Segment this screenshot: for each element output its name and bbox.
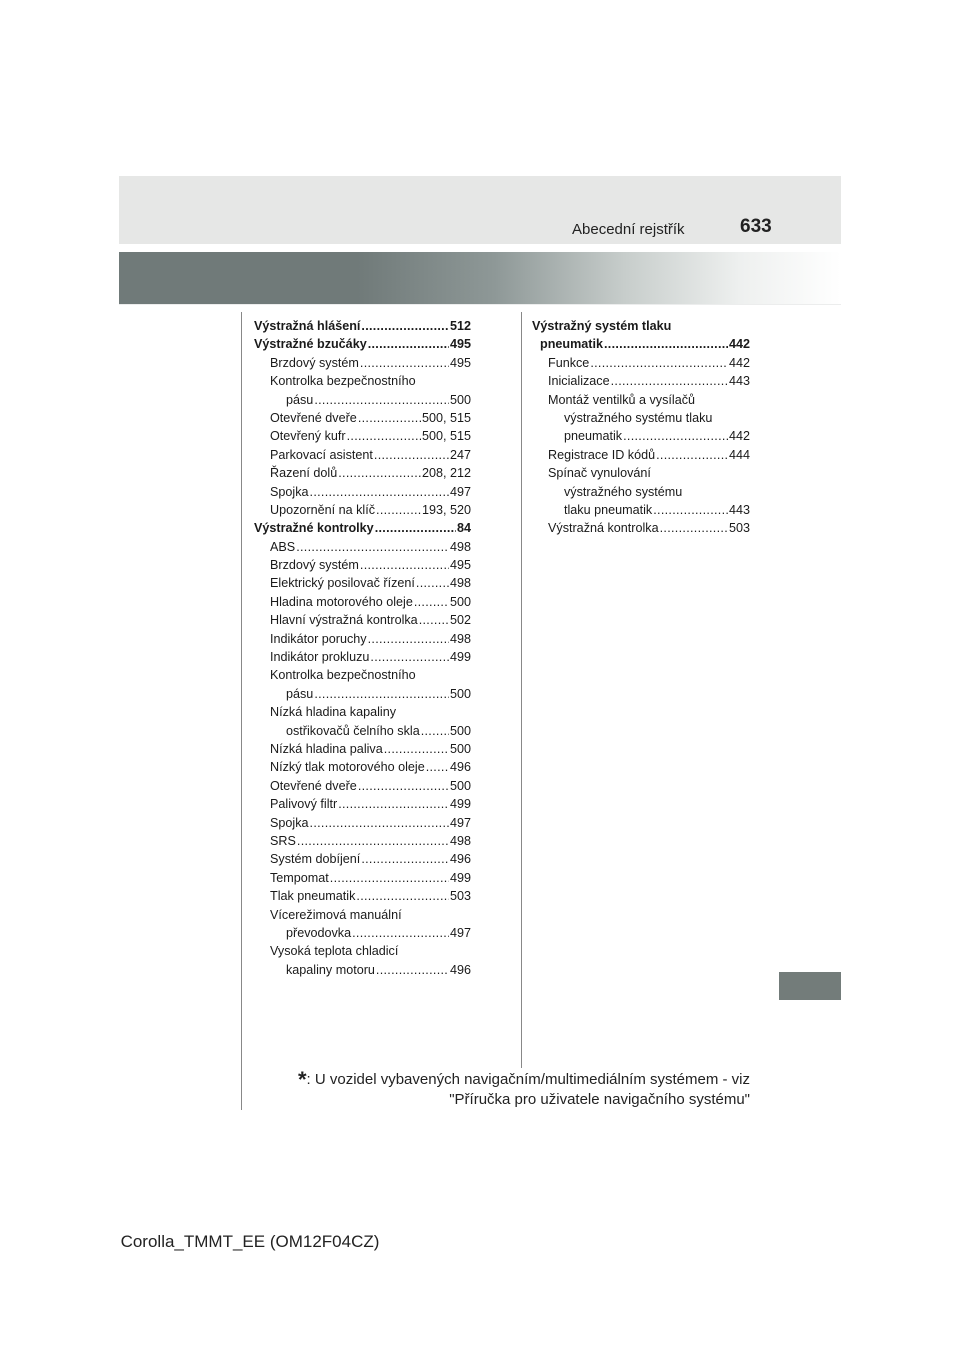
- index-entry-page: 496: [449, 962, 471, 977]
- dot-leader: [360, 354, 449, 372]
- index-entry-label: Indikátor poruchy: [270, 631, 367, 646]
- index-entry-label: Upozornění na klíč: [270, 502, 376, 517]
- index-entry: [254, 630, 471, 648]
- index-entry: [254, 869, 471, 887]
- index-entry: [532, 464, 750, 482]
- index-column-right: [532, 317, 750, 538]
- index-entry-label: Tlak pneumatik: [270, 889, 356, 904]
- index-entry-label: Otevřený kufr: [270, 429, 346, 444]
- dot-leader: [360, 556, 449, 574]
- index-entry: [254, 483, 471, 501]
- index-entry: [532, 354, 750, 372]
- dot-leader: [590, 354, 728, 372]
- dot-leader: [310, 814, 449, 832]
- index-entry-label: Otevřené dveře: [270, 778, 357, 793]
- dot-leader: [338, 464, 421, 482]
- dot-leader: [338, 795, 449, 813]
- index-entry-page: 442: [728, 355, 750, 370]
- index-entry: [254, 850, 471, 868]
- header-bar: [119, 176, 841, 244]
- index-entry: [532, 391, 750, 409]
- index-entry-page: 443: [728, 374, 750, 389]
- dot-leader: [656, 446, 728, 464]
- index-entry: [254, 777, 471, 795]
- index-entry-label: Tempomat: [270, 870, 329, 885]
- index-entry: [254, 758, 471, 776]
- index-entry: [254, 740, 471, 758]
- index-entry-page: 495: [449, 558, 471, 573]
- dot-leader: [361, 317, 449, 335]
- column-divider: [521, 312, 522, 1068]
- index-entry-page: 503: [728, 521, 750, 536]
- index-entry-label: pásu: [286, 392, 314, 407]
- index-entry-page: 500: [449, 392, 471, 407]
- dot-leader: [368, 335, 449, 353]
- index-entry: [254, 391, 471, 409]
- index-entry-label: kapaliny motoru: [286, 962, 375, 977]
- index-entry: [254, 427, 471, 445]
- dot-leader: [623, 427, 728, 445]
- index-entry-label: Výstražný systém tlaku: [532, 319, 672, 333]
- index-entry: [254, 648, 471, 666]
- index-entry: [254, 666, 471, 684]
- dot-leader: [421, 722, 449, 740]
- index-entry-page: 193, 520: [421, 502, 471, 517]
- index-entry-page: 499: [449, 870, 471, 885]
- index-entry: [254, 942, 471, 960]
- footnote: [250, 1067, 750, 1110]
- dot-leader: [375, 519, 456, 537]
- index-entry: [254, 593, 471, 611]
- index-entry-label: výstražného systému tlaku: [564, 410, 713, 425]
- index-entry-page: 495: [449, 337, 471, 352]
- index-entry-label: převodovka: [286, 925, 352, 940]
- dot-leader: [361, 850, 449, 868]
- index-entry: [532, 446, 750, 464]
- index-entry: [532, 409, 750, 427]
- index-entry-label: Kontrolka bezpečnostního: [270, 668, 416, 683]
- index-entry-page: 498: [449, 576, 471, 591]
- index-entry: [254, 519, 471, 537]
- dot-leader: [370, 648, 449, 666]
- index-entry-page: 503: [449, 889, 471, 904]
- dot-leader: [653, 501, 728, 519]
- index-entry: [254, 924, 471, 942]
- dot-leader: [314, 391, 449, 409]
- index-entry: [254, 722, 471, 740]
- dot-leader: [660, 519, 728, 537]
- dot-leader: [374, 446, 449, 464]
- index-entry-label: pásu: [286, 686, 314, 701]
- index-entry: [254, 446, 471, 464]
- index-entry-page: 500: [449, 686, 471, 701]
- index-entry-page: 208, 212: [421, 466, 471, 481]
- index-entry-page: 496: [449, 852, 471, 867]
- index-entry: [254, 887, 471, 905]
- index-entry-label: Výstražné kontrolky: [254, 521, 374, 536]
- index-entry-label: Vysoká teplota chladicí: [270, 944, 399, 959]
- dot-leader: [611, 372, 728, 390]
- header-gradient-band: [119, 252, 841, 304]
- index-entry-page: 443: [728, 502, 750, 517]
- header-rule: [119, 304, 841, 305]
- dot-leader: [330, 869, 449, 887]
- index-entry: [254, 464, 471, 482]
- index-entry: [254, 574, 471, 592]
- index-entry-page: 497: [449, 484, 471, 499]
- index-entry-label: Funkce: [548, 355, 590, 370]
- dot-leader: [314, 685, 449, 703]
- index-entry-page: 500, 515: [421, 429, 471, 444]
- dot-leader: [296, 538, 449, 556]
- index-entry-page: 500: [449, 594, 471, 609]
- index-entry-label: ostřikovačů čelního skla: [286, 723, 420, 738]
- index-entry-page: 498: [449, 631, 471, 646]
- index-entry: [532, 501, 750, 519]
- document-id: Corolla_TMMT_EE (OM12F04CZ): [120, 1232, 380, 1251]
- index-entry: [532, 317, 750, 335]
- index-entry-page: 512: [449, 319, 471, 333]
- index-entry-page: 496: [449, 760, 471, 775]
- index-entry: [254, 409, 471, 427]
- index-entry-page: 442: [728, 337, 750, 352]
- index-entry: [532, 335, 750, 353]
- left-column-rule: [241, 312, 242, 1110]
- index-entry-label: Nízká hladina kapaliny: [270, 705, 397, 720]
- index-entry-label: Registrace ID kódů: [548, 447, 656, 462]
- index-entry-label: Systém dobíjení: [270, 852, 361, 867]
- index-entry: [532, 483, 750, 501]
- index-entry-page: 498: [449, 539, 471, 554]
- index-entry: [532, 372, 750, 390]
- index-entry-label: Elektrický posilovač řízení: [270, 576, 415, 591]
- index-entry-page: 498: [449, 833, 471, 848]
- footnote-line2: "Příručka pro uživatele navigačního systému": [449, 1091, 750, 1108]
- index-entry: [254, 795, 471, 813]
- index-entry-label: Indikátor prokluzu: [270, 650, 370, 665]
- index-entry-label: Otevřené dveře: [270, 410, 357, 425]
- page-number: 633: [740, 216, 772, 237]
- index-entry-page: 500: [449, 778, 471, 793]
- index-entry-label: pneumatik: [540, 337, 603, 352]
- index-entry-label: Vícerežimová manuální: [270, 907, 402, 922]
- index-entry: [254, 703, 471, 721]
- index-entry: [254, 538, 471, 556]
- index-entry-page: 499: [449, 797, 471, 812]
- index-entry: [254, 832, 471, 850]
- index-entry: [254, 906, 471, 924]
- index-column-left: [254, 317, 471, 979]
- index-entry-label: Výstražné bzučáky: [254, 337, 367, 352]
- index-entry-label: Spínač vynulování: [548, 466, 651, 481]
- index-entry-page: 442: [728, 429, 750, 444]
- dot-leader: [368, 630, 449, 648]
- index-entry-label: Brzdový systém: [270, 558, 359, 573]
- index-entry-label: ABS: [270, 539, 296, 554]
- index-entry-page: 444: [728, 447, 750, 462]
- index-entry-label: Kontrolka bezpečnostního: [270, 374, 416, 389]
- index-entry: [532, 519, 750, 537]
- dot-leader: [310, 483, 449, 501]
- index-entry-label: Brzdový systém: [270, 355, 359, 370]
- dot-leader: [604, 335, 728, 353]
- index-entry-label: tlaku pneumatik: [564, 502, 653, 517]
- index-entry-label: Nízký tlak motorového oleje: [270, 760, 425, 775]
- index-entry-page: 247: [449, 447, 471, 462]
- chapter-tab: [779, 972, 841, 1000]
- index-entry-page: 500: [449, 741, 471, 756]
- dot-leader: [358, 777, 449, 795]
- dot-leader: [352, 924, 449, 942]
- index-entry-page: 502: [449, 613, 471, 628]
- index-entry: [254, 611, 471, 629]
- index-entry-label: Palivový filtr: [270, 797, 338, 812]
- dot-leader: [356, 887, 449, 905]
- footnote-marker: *: [297, 1067, 307, 1092]
- index-entry-label: Hladina motorového oleje: [270, 594, 413, 609]
- index-entry-label: Spojka: [270, 484, 309, 499]
- index-entry: [254, 556, 471, 574]
- dot-leader: [384, 740, 449, 758]
- index-entry: [254, 372, 471, 390]
- index-entry-label: Inicializace: [548, 374, 610, 389]
- dot-leader: [416, 574, 449, 592]
- index-entry-label: Řazení dolů: [270, 466, 338, 481]
- index-entry-label: SRS: [270, 833, 296, 848]
- section-title: Abecední rejstřík: [572, 221, 685, 238]
- dot-leader: [376, 961, 449, 979]
- index-entry-page: 497: [449, 925, 471, 940]
- index-entry-label: výstražného systému: [564, 484, 683, 499]
- index-entry-label: Parkovací asistent: [270, 447, 373, 462]
- dot-leader: [376, 501, 421, 519]
- dot-leader: [358, 409, 421, 427]
- index-entry: [254, 335, 471, 353]
- index-entry-label: Hlavní výstražná kontrolka: [270, 613, 418, 628]
- index-entry-page: 499: [449, 650, 471, 665]
- index-entry-label: Montáž ventilků a vysílačů: [548, 392, 695, 407]
- index-entry: [254, 317, 471, 335]
- dot-leader: [414, 593, 449, 611]
- index-entry-label: Výstražná hlášení: [254, 319, 361, 333]
- index-entry-page: 497: [449, 815, 471, 830]
- index-entry-page: 84: [456, 521, 471, 536]
- index-entry-page: 500, 515: [421, 410, 471, 425]
- dot-leader: [426, 758, 449, 776]
- index-entry: [254, 814, 471, 832]
- index-entry-page: 495: [449, 355, 471, 370]
- index-entry: [254, 685, 471, 703]
- dot-leader: [347, 427, 421, 445]
- index-entry-label: Nízká hladina paliva: [270, 741, 383, 756]
- index-entry-label: Spojka: [270, 815, 309, 830]
- index-entry-page: 500: [449, 723, 471, 738]
- index-entry: [254, 354, 471, 372]
- dot-leader: [419, 611, 449, 629]
- index-entry-label: pneumatik: [564, 429, 623, 444]
- footnote-line1: : U vozidel vybavených navigačním/multimediálním systémem - viz: [306, 1071, 750, 1088]
- index-entry: [254, 961, 471, 979]
- index-entry-label: Výstražná kontrolka: [548, 521, 659, 536]
- dot-leader: [297, 832, 449, 850]
- index-entry: [532, 427, 750, 445]
- index-entry: [254, 501, 471, 519]
